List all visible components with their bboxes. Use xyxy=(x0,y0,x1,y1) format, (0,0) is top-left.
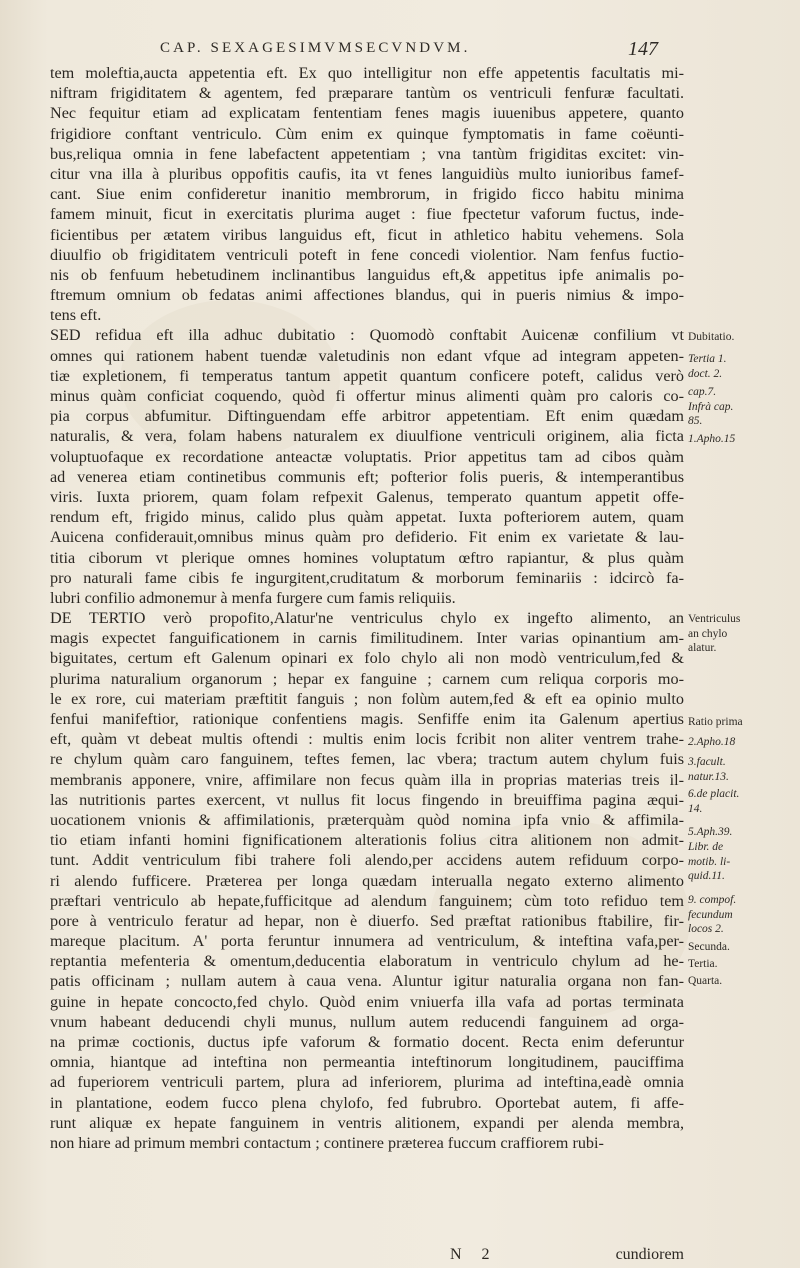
text-line: patis officinam ; nullam autem à caua vena. Aluntur igitur naturalia organa non fan- xyxy=(50,972,684,991)
text-line: na primæ coctionis, ductus ipfe vaforum & formatio docent. Recta enim deferuntur xyxy=(50,1033,684,1051)
signature-mark: N 2 xyxy=(450,1246,498,1263)
text-line: diuulfio ob frigiditatem ventriculi poteft in fene concedi violentior. Nam fenfus fuctio- xyxy=(50,245,684,264)
text-line: non hiare ad primum membri contactum ; continere præterea fuccum craffiorem rubi- xyxy=(50,1133,604,1152)
text-line: biguitates, certum eft Galenum opinari ex folo chylo ali non modò ventriculum,fed & xyxy=(50,649,684,668)
text-line: naturalis, & vera, folam habens naturalem ex diuulfione ventriculi originem, alia ficta xyxy=(50,427,684,446)
paragraph xyxy=(50,63,684,325)
paragraph xyxy=(50,325,684,608)
text-line: viris. Iuxta priorem, quam folam refpexit Galenus, temperato quantum appetit offe- xyxy=(50,487,684,506)
margin-note: 5.Aph.39. xyxy=(688,826,733,838)
text-line: plurima naturalium organorum ; hepar ex fanguine ; carnem cum reliqua corporis mo- xyxy=(50,669,684,688)
page-header xyxy=(160,38,658,62)
text-line: magis expectet fanguificationem in carnis fimilitudinem. Inter varias opinantium am- xyxy=(50,629,684,648)
text-line: vnum habeant deducendi chyli munus, nullum autem reducendi fanguinem ad orga- xyxy=(50,1012,684,1031)
text-line: ad venerea etiam continetibus communis eft; pofterior folis pueris, & intemperantibus xyxy=(50,467,684,486)
text-line: reptantia mefenteria & omentum,deducentia elaboratum in ventriculo chylum ad he- xyxy=(50,952,684,971)
margin-note: 6.de placit. 14. xyxy=(688,788,740,815)
text-line: Nec fequitur etiam ad explicatam fententiam fenes magis iuuenibus appetere, quanto xyxy=(50,104,684,123)
text-line: ri alendo fufficere. Præterea per longa quædam interualla negato externo alimento xyxy=(50,871,684,890)
text-line: tiæ expletionem, fi temperatus tantum appetit quantum conficere poteft, calidus verò xyxy=(50,366,684,385)
text-line: uocationem vnionis & affimilationis, præterquàm quòd nomina ipfa vnio & affimila- xyxy=(50,810,684,829)
text-line: famem minuit, ficut in exercitatis plurima auget : fiue fpectetur vaforum fuctus, inde- xyxy=(50,205,684,224)
margin-note: 3.facult. natur.13. xyxy=(688,756,729,783)
text-line: pia corpus abfumitur. Diftinguendam effe arbitror appetentiam. Eft enim quædam xyxy=(50,407,684,426)
text-line: membranis apponere, vnire, affimilare non fecus quàm illa in proprias materias treis il- xyxy=(50,770,684,789)
text-line: rendum eft, frigido minus, calido plus quàm appetat. Iuxta pofteriorem autem, quam xyxy=(50,508,684,527)
text-line: cant. Siue enim confideretur inanitio membrorum, in frigido ficco habitu minima xyxy=(50,185,684,204)
text-line: omnia, hiantque ad inteftina non permeantia inteftinorum longitudinem, pauciffima xyxy=(50,1053,684,1072)
margin-note: Tertia. xyxy=(688,958,718,970)
text-line: niftram frigiditatem & agentem, fed præparare tantùm os ventriculi fenfuræ facultati. xyxy=(50,84,684,103)
margin-note: Ratio prima xyxy=(688,716,743,728)
margin-note: Ventriculus an chylo alatur. xyxy=(688,613,741,654)
margin-note: Quarta. xyxy=(688,975,723,987)
text-line: lubri confilio admonemur à menfa furgere cum famis reliquiis. xyxy=(50,588,456,607)
text-line: titia ciborum vt plerique omnes homines voluptatum œftro rapiantur, & plus quàm xyxy=(50,548,684,567)
text-line: bus,reliqua omnia in fene labefactent appetentiam ; vna tantùm frigiditas excitet: vin- xyxy=(50,144,684,163)
text-line: las nutritionis partes exercent, vt nullus fit locus fingendo in breuiffima pagina æqui- xyxy=(50,790,684,809)
margin-note: Libr. de motib. li- quid.11. xyxy=(688,841,731,882)
text-line: runt aliquæ ex hepate fanguinem in ventris alitionem, expandi per alenda membra, xyxy=(50,1113,684,1132)
margin-note: Tertia 1. doct. 2. xyxy=(688,353,727,380)
text-line: omnes qui rationem habent tuendæ valetudinis non edant vfque ad integram appeten- xyxy=(50,346,684,365)
text-line: nis ob fenfuum hebetudinem inclinantibus languidus eft,& appetitus ipfe animalis po- xyxy=(50,265,684,284)
text-line: re chylum quàm caro fanguinem, teftes femen, lac vbera; tractum autem chylum fuis xyxy=(50,750,684,769)
text-line: fenfui manifeftior, rationique confentiens magis. Senfiffe enim ita Galenum apertius xyxy=(50,710,684,728)
text-line: citur vna illa à pluribus oppofitis caufis, ita vt fenes languidiùs multo iunioribus famef- xyxy=(50,164,684,183)
main-text-column xyxy=(50,63,684,1153)
text-line: voluptuofaque ex recordatione anteactæ voluptatis. Prior appetitus tam ad cibos quàm xyxy=(50,447,684,466)
text-line: tens eft. xyxy=(50,306,102,325)
text-line: tunt. Addit ventriculum fibi trahere foli alendo,per accidens autem refiduum corpo- xyxy=(50,851,684,870)
text-line: DE TERTIO verò propofito,Alatur'ne ventriculus chylo ex ingefto alimento, an xyxy=(50,609,684,628)
catchword: cundiorem xyxy=(615,1246,684,1263)
text-line: pore à ventriculo feratur ad hepar, non è diuerfo. Sed præftat rationibus ftabilire, fir- xyxy=(50,911,684,930)
text-line: ftremum omnium ob fedatas animi affectiones blandus, qui in pueris nimius & impo- xyxy=(50,286,684,305)
text-line: guine in hepate concocto,fed chylo. Quòd enim vniuerfa illa vafa ad portas terminata xyxy=(50,992,684,1011)
paragraph xyxy=(50,608,684,1153)
page-number: 147 xyxy=(628,38,658,60)
margin-note: 2.Apho.18 xyxy=(688,736,736,748)
page-footer xyxy=(50,1246,684,1266)
text-line: eft, quàm vt debeat multis oftendi : multis enim locis fcribit non aliter ventrem trahe- xyxy=(50,730,684,749)
text-line: frigidiore conftant ventriculo. Cùm enim ex quinque fymptomatis in fame coëunti- xyxy=(50,124,684,143)
margin-note: Dubitatio. xyxy=(688,331,735,343)
text-line: tio etiam infanti homini fignificationem alterationis folius citra alitionem non admit- xyxy=(50,831,684,850)
text-line: tem moleftia,aucta appetentia eft. Ex quo intelligitur non effe appetentis facultatis mi- xyxy=(50,64,684,82)
margin-note: cap.7. Infrà cap. 85. xyxy=(688,386,734,427)
text-line: ad fuperiorem ventriculi partem, plura ad inferiorem, plurima ad inteftina,eadè omnia xyxy=(50,1073,684,1092)
text-line: ficientibus per ætatem viribus languidus eft, ficut in athletico habitu vehemens. Sola xyxy=(50,225,684,244)
text-line: minus quàm conficiat coquendo, quòd fi offertur minus alimenti quàm pro caloris co- xyxy=(50,387,684,405)
text-line: pro naturali fame cibis fe ingurgitent,cruditatum & morborum feminariis : idcircò fa- xyxy=(50,568,684,587)
margin-note: 9. compof. fecundum locos 2. xyxy=(688,894,737,935)
text-line: in plantatione, eodem fucco plena chylofo, fed fubrubro. Oportebat autem, fi affe- xyxy=(50,1093,684,1112)
running-head: CAP. SEXAGESIMVMSECVNDVM. xyxy=(160,40,471,56)
text-line: præftari ventriculo ab hepate,fufficitque ad alendum fanguinem; cùm toto refiduo tem xyxy=(50,891,684,910)
margin-note: 1.Apho.15 xyxy=(688,433,736,445)
margin-note: Secunda. xyxy=(688,941,730,953)
text-line: le ex rore, cui materiam præftitit fanguis ; non folùm autem,fed & eft ea opinio multo xyxy=(50,689,684,708)
text-line: Auicena confiderauit,omnibus minus quàm pro defiderio. Fit enim ex varietate & lau- xyxy=(50,528,684,547)
text-line: mareque placitum. A' porta feruntur innumera ad ventriculum, & inteftina vafa,per- xyxy=(50,932,684,951)
text-line: SED refidua eft illa adhuc dubitatio : Quomodò conftabit Auicenæ confilium vt xyxy=(50,326,684,345)
